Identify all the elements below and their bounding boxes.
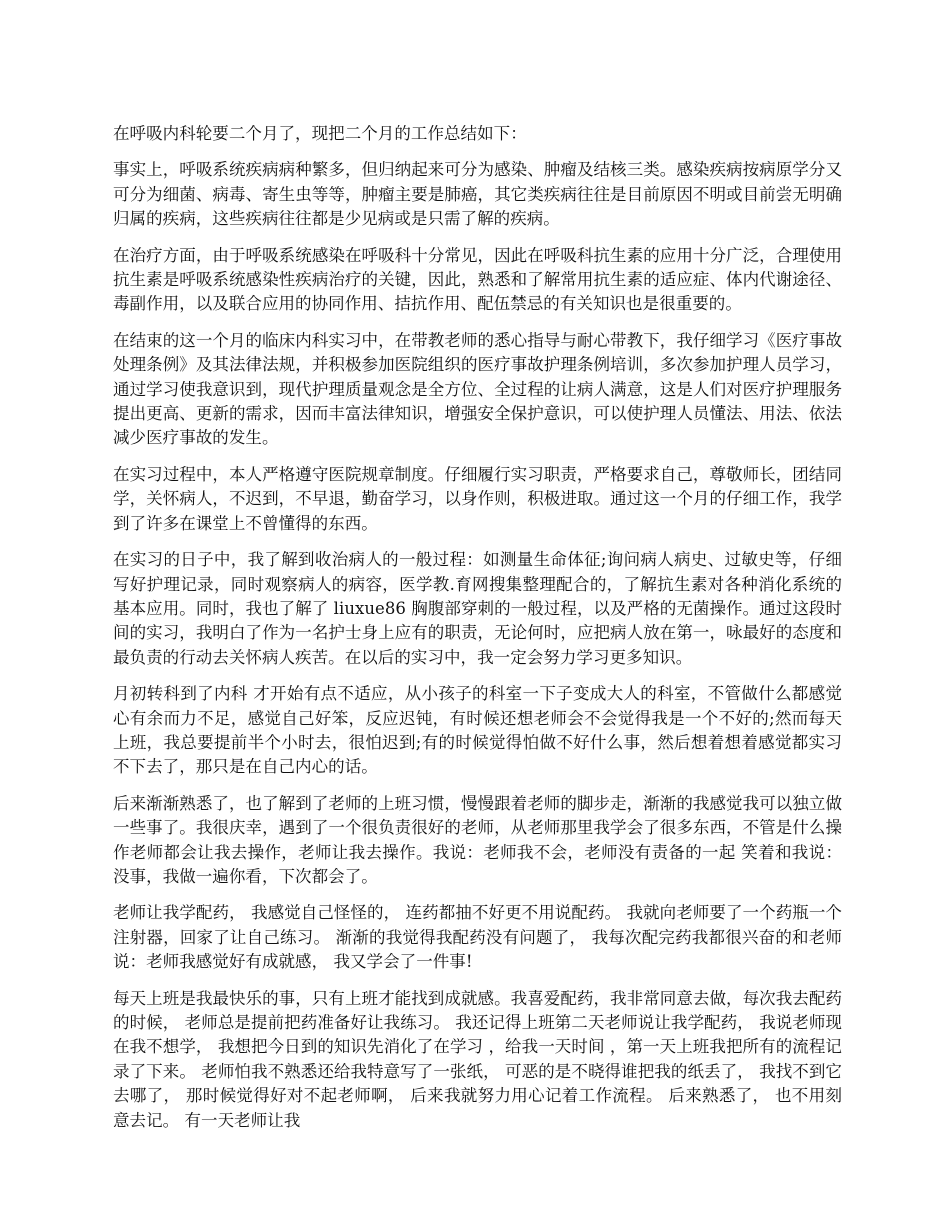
paragraph-medical-law: 在结束的这一个月的临床内科实习中，在带教老师的悉心指导与耐心带教下，我仔细学习《医疗事故处理条例》及其法律法规，并积极参加医院组织的医疗事故护理条例培训，多次参加护理人员学习，通过学习使我意识到，现代护理质量观念是全方位、全过程的让病人满意，这是人们对医疗护理服务提出更高、更新的需求，因而丰富法律知识，增强安全保护意识，可以使护理人员懂法、用法、依法减少医疗事故的发生。 [113,330,842,448]
document-body [113,122,842,1145]
paragraph-intro: 在呼吸内科轮要二个月了，现把二个月的工作总结如下： [113,124,527,143]
paragraph-learning-medication: 老师让我学配药， 我感觉自己怪怪的， 连药都抽不好更不用说配药。 我就向老师要了一个药瓶一个注射器，回家了让自己练习。 渐渐的我觉得我配药没有问题了， 我每次配完药我都很兴奋的和老师说：老师我感觉好有成就感， 我又学会了一件事! [113,903,842,972]
paragraph-treatment: 在治疗方面，由于呼吸系统感染在呼吸科十分常见，因此在呼吸科抗生素的应用十分广泛，合理使用抗生素是呼吸系统感染性疾病治疗的关键，因此，熟悉和了解常用抗生素的适应症、体内代谢途径、毒副作用，以及联合应用的协同作用、拮抗作用、配伍禁忌的有关知识也是很重要的。 [113,245,842,314]
paragraph-first-month: 月初转科到了内科 才开始有点不适应，从小孩子的科室一下子变成大人的科室，不管做什么都感觉心有余而力不足，感觉自己好笨，反应迟钝，有时候还想老师会不会觉得我是一个不好的;然而每天上班，我总要提前半个小时去，很怕迟到;有的时候觉得怕做不好什么事，然后想着想着感觉都实习不下去了，那只是在自己内心的话。 [113,684,842,777]
paragraph-disease-types: 事实上，呼吸系统疾病病种繁多，但归纳起来可分为感染、肿瘤及结核三类。感染疾病按病原学分又可分为细菌、病毒、寄生虫等等，肿瘤主要是肺癌，其它类疾病往往是目前原因不明或目前尝无明确归属的疾病，这些疾病往往都是少见病或是只需了解的疾病。 [113,160,842,229]
paragraph-getting-familiar: 后来渐渐熟悉了，也了解到了老师的上班习惯，慢慢跟着老师的脚步走，渐渐的我感觉我可以独立做一些事了。我很庆幸，遇到了一个很负责很好的老师，从老师那里我学会了很多东西，不管是什么操作老师都会让我去操作，老师让我去操作。我说：老师我不会，老师没有责备的一起 笑着和我说：没事，我做一遍你看，下次都会了。 [113,793,842,886]
paragraph-discipline: 在实习过程中，本人严格遵守医院规章制度。仔细履行实习职责，严格要求自己，尊敬师长，团结同学，关怀病人，不迟到，不早退，勤奋学习，以身作则，积极进取。通过这一个月的仔细工作，我学到了许多在课堂上不曾懂得的东西。 [113,464,842,533]
paragraph-daily-work: 每天上班是我最快乐的事，只有上班才能找到成就感。我喜爱配药，我非常同意去做，每次我去配药的时候， 老师总是提前把药准备好让我练习。 我还记得上班第二天老师说让我学配药， 我说老师现在我不想学， 我想把今日到的知识先消化了在学习 ，给我一天时间 ，第一天上班我把所有的流程记录了下来。 老师怕我不熟悉还给我特意写了一张纸， 可恶的是不晓得谁把我的纸丢了， 我找不到它去哪了， 那时候觉得好对不起老师啊， 后来我就努力用心记着工作流程。 后来熟悉了， 也不用刻意去记。 有一天老师让我 [113,988,842,1130]
paragraph-admission-process: 在实习的日子中，我了解到收治病人的一般过程：如测量生命体征;询问病人病史、过敏史等，仔细写好护理记录，同时观察病人的病容，医学教.育网搜集整理配合的，了解抗生素对各种消化系统的基本应用。同时，我也了解了 liuxue86 胸腹部穿刺的一般过程，以及严格的无菌操作。通过这段时间的实习，我明白了作为一名护士身上应有的职责，无论何时，应把病人放在第一，咏最好的态度和最负责的行动去关怀病人疾苦。在以后的实习中，我一定会努力学习更多知识。 [113,550,842,667]
